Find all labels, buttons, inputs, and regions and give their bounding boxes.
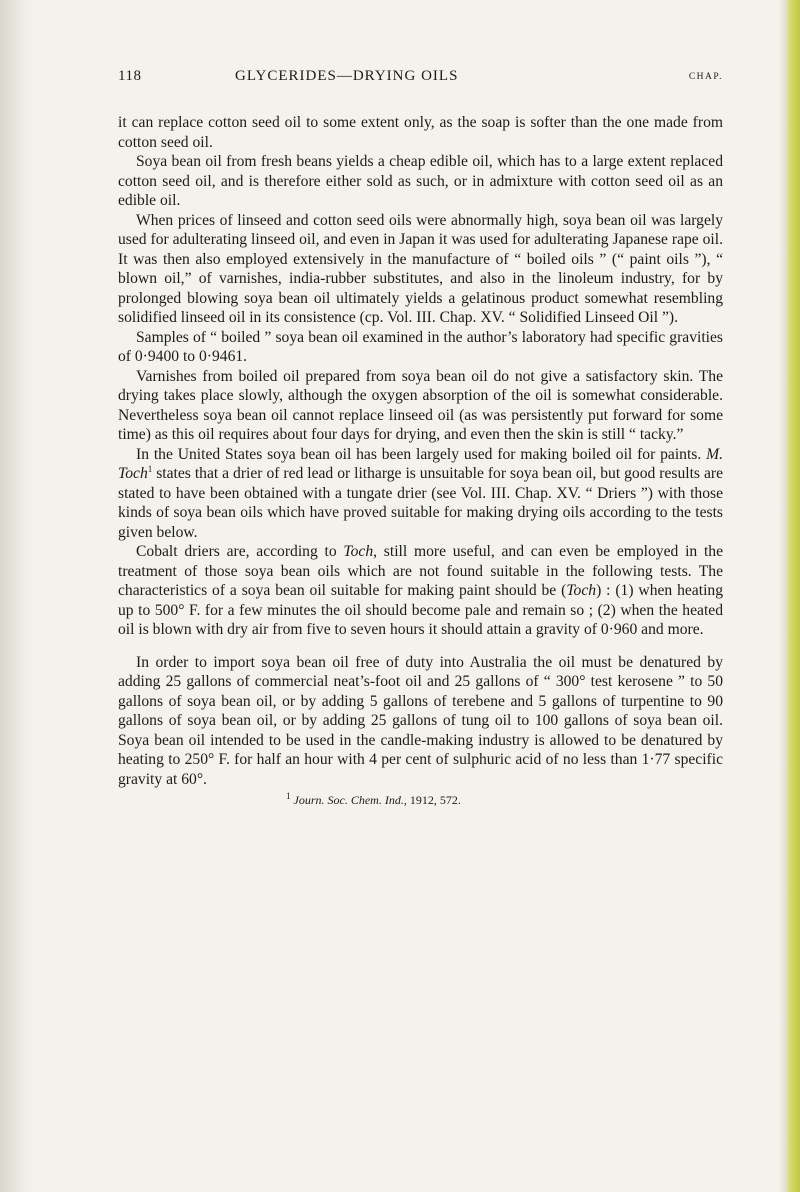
paragraph bbox=[118, 367, 723, 445]
paragraph-text: , still more useful, and can even be employed in the treatment of those soya bean oils which are not found suitable in the following tests. The characteristics of a soya bean oil suitable for making paint should be ( bbox=[118, 543, 723, 599]
footnote-details: , 1912, 572. bbox=[403, 793, 461, 807]
paragraph-text: states that a drier of red lead or litharge is unsuitable for soya bean oil, but good results are stated to have been obtained with a tungate drier (see Vol. III. Chap. XV. “ Driers ”) with those kinds of soya bean oils which have proved suitable for making drying oils according to the tests given below. bbox=[118, 465, 723, 541]
paragraph-text: Soya bean oil from fresh beans yields a cheap edible oil, which has to a large extent replaced cotton seed oil, and is therefore either sold as such, or in admixture with cotton seed oil as an edible oil. bbox=[118, 153, 723, 209]
paragraph bbox=[118, 653, 723, 790]
book-gutter bbox=[0, 0, 34, 1192]
footnote bbox=[118, 792, 723, 808]
paragraph bbox=[118, 152, 723, 211]
paragraph-text: In order to import soya bean oil free of duty into Australia the oil must be denatured by adding 25 gallons of commercial neat’s-foot oil and 25 gallons of “ 300° test kerosene ” to 50 gallons of soya bean oil, or by adding 5 gallons of terebene and 5 gallons of turpentine to 90 gallons of soya bean oil, or by adding 25 gallons of tung oil to 100 gallons of soya bean oil. Soya bean oil intended to be used in the candle-making industry is allowed to be denatured by heating to 250° F. for half an hour with 4 per cent of sulphuric acid of no less than 1·77 specific gravity at 60°. bbox=[118, 653, 723, 788]
paragraph-text: it can replace cotton seed oil to some extent only, as the soap is softer than the one made from cotton seed oil. bbox=[118, 114, 723, 151]
paragraph-text: Cobalt driers are, according to bbox=[136, 543, 344, 560]
italic-text: Toch bbox=[343, 543, 374, 560]
italic-text: M. Toch bbox=[118, 445, 723, 482]
paragraph bbox=[118, 542, 723, 640]
footnote-reference: 1 bbox=[147, 463, 153, 474]
footnote-marker: 1 bbox=[286, 791, 291, 801]
page-number: 118 bbox=[118, 68, 142, 84]
page-edge bbox=[778, 0, 800, 1192]
running-title: GLYCERIDES—DRYING OILS bbox=[235, 68, 459, 84]
paragraph-text: Samples of “ boiled ” soya bean oil examined in the author’s laboratory had specific gravities of 0·9400 to 0·9461. bbox=[118, 328, 723, 365]
chapter-label: CHAP. bbox=[688, 72, 723, 82]
paragraph bbox=[118, 328, 723, 367]
running-header bbox=[118, 68, 723, 94]
paragraph bbox=[118, 445, 723, 543]
paragraph bbox=[118, 113, 723, 152]
footnote-source: Journ. Soc. Chem. Ind. bbox=[293, 793, 404, 807]
body-text bbox=[118, 113, 723, 789]
italic-text: Toch bbox=[566, 582, 597, 599]
book-page bbox=[118, 68, 723, 808]
paragraph bbox=[118, 211, 723, 328]
paragraph-text: When prices of linseed and cotton seed oils were abnormally high, soya bean oil was largely used for adulterating linseed oil, and even in Japan it was used for adulterating Japanese rape oil. It was then also employed extensively in the manufacture of “ boiled oils ” (“ paint oils ”), “ blown oil,” of varnishes, india-rubber substitutes, and also in the linoleum industry, for by prolonged blowing soya bean oil ultimately yields a gelatinous product somewhat resembling solidified linseed oil in its consistence (cp. Vol. III. Chap. XV. “ Solidified Linseed Oil ”). bbox=[118, 211, 723, 326]
paragraph-text: In the United States soya bean oil has been largely used for making boiled oil for paints. bbox=[136, 445, 707, 463]
paragraph-text: ) : (1) when heating up to 500° F. for a few minutes the oil should become pale and remain so ; (2) when the heated oil is blown with dry air from five to seven hours it should attain a gravity of 0·960 and more. bbox=[118, 582, 723, 638]
paragraph-text: Varnishes from boiled oil prepared from soya bean oil do not give a satisfactory skin. The drying takes place slowly, although the oxygen absorption of the oil is somewhat considerable. Nevertheless soya bean oil cannot replace linseed oil (as was persistently put forward for some time) as this oil requires about four days for drying, and even then the skin is still “ tacky.” bbox=[118, 367, 723, 443]
